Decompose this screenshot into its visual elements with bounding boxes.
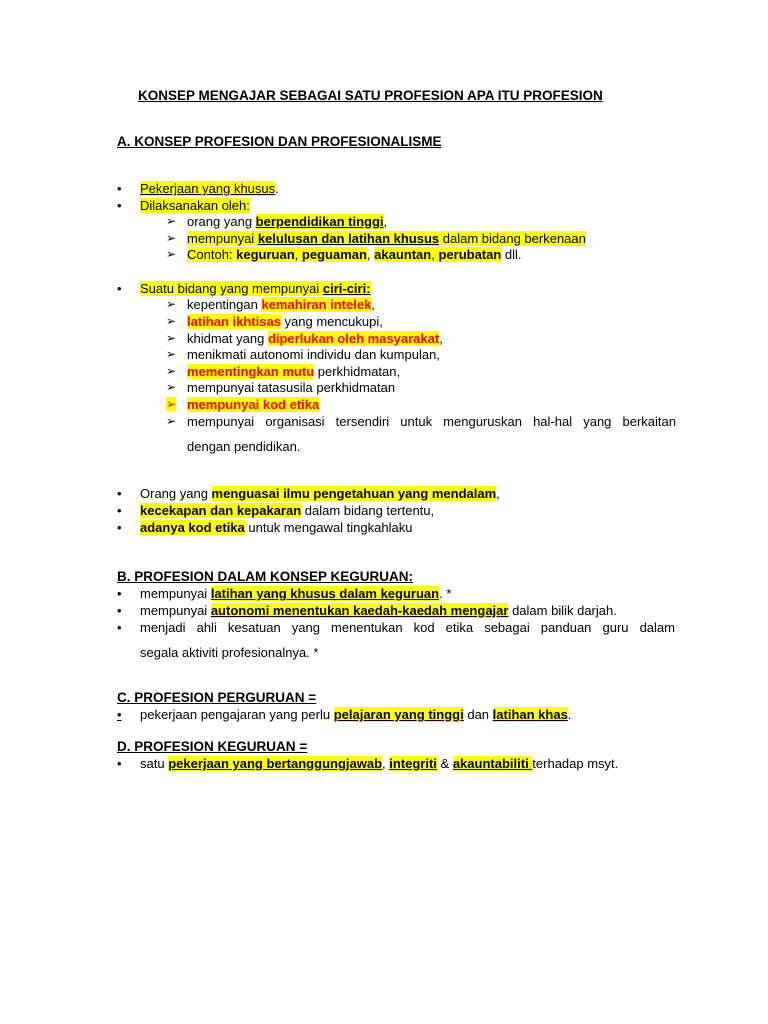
list-item: Dilaksanakan oleh:: [140, 198, 250, 213]
bullet-icon: •: [117, 503, 122, 518]
bullet-icon: •: [117, 756, 122, 771]
list-item-continuation: dengan pendidikan.: [187, 439, 301, 454]
page-title: KONSEP MENGAJAR SEBAGAI SATU PROFESION APA ITU PROFESION: [138, 88, 603, 103]
list-item: Pekerjaan yang khusus.: [140, 181, 279, 196]
section-c-heading: C. PROFESION PERGURUAN =: [117, 690, 317, 705]
list-item: adanya kod etika untuk mengawal tingkahlaku: [140, 520, 413, 535]
bullet-icon: •: [117, 620, 122, 635]
arrow-icon: ➢: [166, 364, 177, 378]
list-item: mempunyai tatasusila perkhidmatan: [187, 380, 396, 395]
section-d-heading: D. PROFESION KEGURUAN =: [117, 739, 308, 754]
bullet-icon: •: [117, 707, 122, 722]
arrow-icon: ➢: [166, 297, 177, 311]
section-a-heading: A. KONSEP PROFESION DAN PROFESIONALISME: [117, 134, 442, 149]
arrow-icon: ➢: [166, 414, 177, 428]
list-item: Suatu bidang yang mempunyai ciri-ciri:: [140, 281, 371, 296]
list-item: Orang yang menguasai ilmu pengetahuan yang mendalam,: [140, 486, 500, 501]
bullet-icon: •: [117, 198, 122, 213]
arrow-icon: ➢: [166, 247, 177, 261]
arrow-icon: ➢: [166, 380, 177, 394]
bullet-icon: •: [117, 181, 122, 196]
arrow-icon: ➢: [166, 397, 177, 411]
bullet-icon: •: [117, 603, 122, 618]
list-item: mempunyai organisasi tersendiri untuk menguruskan hal-hal yang berkaitan: [187, 414, 676, 429]
list-item: khidmat yang diperlukan oleh masyarakat,: [187, 331, 443, 346]
section-b-heading: B. PROFESION DALAM KONSEP KEGURUAN:: [117, 569, 414, 584]
list-item: mempunyai kelulusan dan latihan khusus dalam bidang berkenaan: [187, 231, 586, 246]
bullet-icon: •: [117, 486, 122, 501]
list-item: mempunyai kod etika: [187, 397, 320, 412]
list-item: mementingkan mutu perkhidmatan,: [187, 364, 401, 379]
bullet-icon: •: [117, 586, 122, 601]
list-item: menikmati autonomi individu dan kumpulan,: [187, 347, 440, 362]
list-item: kecekapan dan kepakaran dalam bidang tertentu,: [140, 503, 435, 518]
arrow-icon: ➢: [166, 314, 177, 328]
arrow-icon: ➢: [166, 214, 177, 228]
list-item: kepentingan kemahiran intelek,: [187, 297, 375, 312]
list-item: pekerjaan pengajaran yang perlu pelajaran yang tinggi dan latihan khas.: [140, 707, 572, 722]
bullet-icon: •: [117, 520, 122, 535]
list-item: mempunyai latihan yang khusus dalam keguruan. *: [140, 586, 452, 601]
arrow-icon: ➢: [166, 231, 177, 245]
arrow-icon: ➢: [166, 331, 177, 345]
bullet-icon: •: [117, 281, 122, 296]
list-item: latihan ikhtisas yang mencukupi,: [187, 314, 383, 329]
list-item: Contoh: keguruan, peguaman, akauntan, perubatan dll.: [187, 247, 522, 262]
list-item-continuation: segala aktiviti profesionalnya. *: [140, 645, 319, 660]
list-item: orang yang berpendidikan tinggi,: [187, 214, 388, 229]
list-item: satu pekerjaan yang bertanggungjawab, integriti & akauntabiliti terhadap msyt.: [140, 756, 619, 771]
list-item: mempunyai autonomi menentukan kaedah-kaedah mengajar dalam bilik darjah.: [140, 603, 617, 618]
list-item: menjadi ahli kesatuan yang menentukan kod etika sebagai panduan guru dalam: [140, 620, 675, 635]
arrow-icon: ➢: [166, 347, 177, 361]
